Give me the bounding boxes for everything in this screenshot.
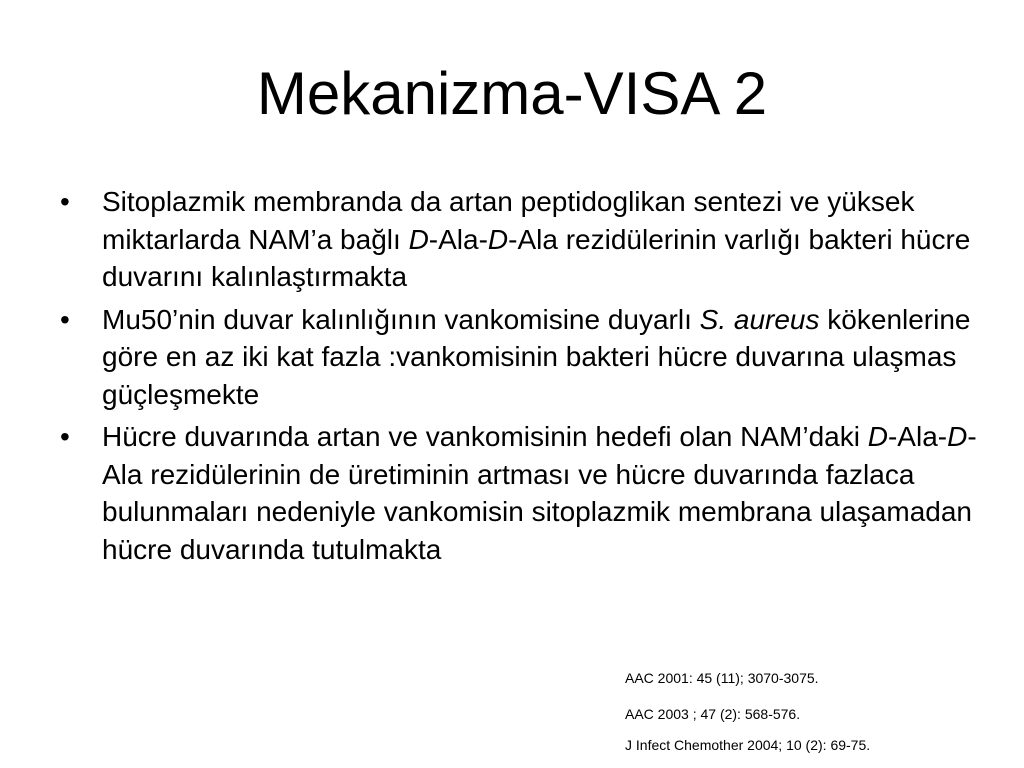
bullet-icon: • xyxy=(60,186,70,217)
bullet-3-part-5: -Ala rezidülerinin de üretiminin artması ve hücre duvarında fazlaca bulunmaları nedeniyle vankomisin sitoplazmik membrana ulaşamadan hücre duvarında tutulmakta xyxy=(102,421,977,565)
bullet-item-2 xyxy=(60,301,980,414)
reference-2: AAC 2003 ; 47 (2): 568-576. xyxy=(625,706,801,722)
bullet-1-part-3: -Ala- xyxy=(428,223,488,255)
bullet-item-3 xyxy=(60,418,980,568)
bullet-icon: • xyxy=(60,303,70,335)
bullet-3-part-1: Hücre duvarında artan ve vankomisinin hedefi olan NAM’daki xyxy=(102,421,868,452)
bullet-3-part-2: D xyxy=(867,421,888,452)
bullet-2-part-3: kökenlerine göre en az iki kat fazla :vankomisinin bakteri hücre duvarına ulaşmas güçleşmekte xyxy=(102,303,971,410)
bullet-3-part-3: -Ala- xyxy=(887,421,948,452)
bullet-icon: • xyxy=(60,421,70,452)
bullet-3-part-4: D xyxy=(947,421,968,452)
bullet-1-part-2: D xyxy=(408,223,429,255)
bullet-text-1 xyxy=(102,186,970,292)
reference-3: J Infect Chemother 2004; 10 (2): 69-75. xyxy=(625,737,871,753)
bullet-2-part-1: Mu50’nin duvar kalınlığının vankomisine duyarlı xyxy=(102,303,700,335)
bullet-2-part-2: S. aureus xyxy=(699,303,820,335)
bullet-1-part-5: -Ala rezidülerinin varlığı bakteri hücre duvarını kalınlaştırmakta xyxy=(102,223,971,292)
bullet-text-2 xyxy=(102,304,971,410)
bullet-text-3 xyxy=(102,421,977,565)
slide-title: Mekanizma-VISA 2 xyxy=(256,60,768,127)
bullet-item-1 xyxy=(60,183,980,296)
reference-1: AAC 2001: 45 (11); 3070-3075. xyxy=(625,670,819,686)
bullet-list xyxy=(60,183,980,573)
bullet-1-part-4: D xyxy=(487,223,509,255)
bullet-1-part-1: Sitoplazmik membranda da artan peptidoglikan sentezi ve yüksek miktarlarda NAM’a bağlı xyxy=(102,186,915,255)
